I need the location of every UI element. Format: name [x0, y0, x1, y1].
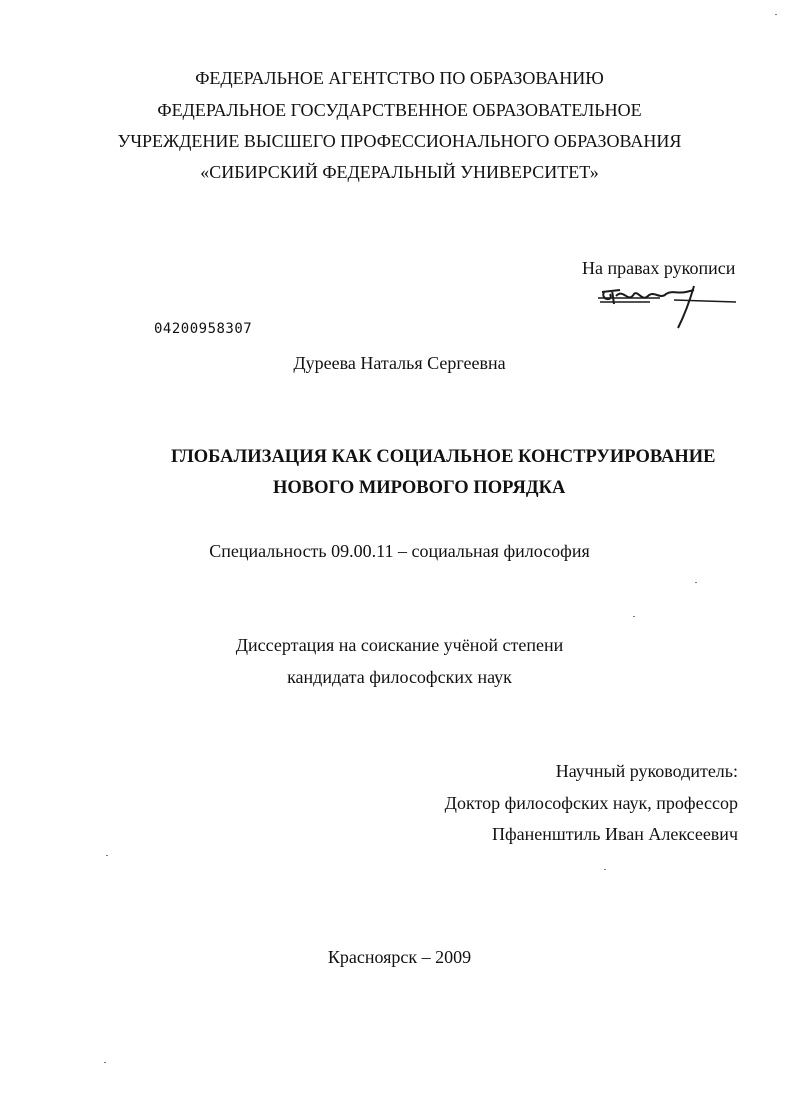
supervisor-label: Научный руководитель: — [555, 761, 738, 781]
header-line-1: ФЕДЕРАЛЬНОЕ АГЕНТСТВО ПО ОБРАЗОВАНИЮ — [195, 68, 604, 88]
header-line-4: «СИБИРСКИЙ ФЕДЕРАЛЬНЫЙ УНИВЕРСИТЕТ» — [200, 162, 599, 182]
city-year: Красноярск – 2009 — [327, 947, 472, 967]
title-line-2: НОВОГО МИРОВОГО ПОРЯДКА — [273, 478, 566, 498]
scan-speck — [106, 855, 108, 856]
scan-speck — [775, 14, 777, 15]
dissertation-line-1: Диссертация на соискание учёной степени — [235, 635, 564, 655]
author-name: Дуреева Наталья Сергеевна — [293, 353, 506, 373]
header-line-2: ФЕДЕРАЛЬНОЕ ГОСУДАРСТВЕННОЕ ОБРАЗОВАТЕЛЬНОЕ — [157, 100, 642, 120]
dissertation-line-2: кандидата философских наук — [287, 667, 512, 687]
header-line-3: УЧРЕЖДЕНИЕ ВЫСШЕГО ПРОФЕССИОНАЛЬНОГО ОБРАЗОВАНИЯ — [117, 131, 682, 151]
supervisor-degree: Доктор философских наук, профессор — [444, 793, 738, 813]
scan-speck — [604, 869, 606, 870]
title-line-1: ГЛОБАЛИЗАЦИЯ КАК СОЦИАЛЬНОЕ КОНСТРУИРОВАНИЕ — [171, 447, 716, 467]
scan-speck — [695, 582, 697, 583]
catalog-number: 04200958307 — [154, 321, 253, 337]
handwritten-signature — [590, 280, 740, 335]
scan-speck — [104, 1062, 106, 1063]
scan-speck — [633, 616, 635, 617]
specialty: Специальность 09.00.11 – социальная философия — [209, 541, 590, 561]
manuscript-note: На правах рукописи — [582, 258, 736, 278]
supervisor-name: Пфаненштиль Иван Алексеевич — [492, 824, 738, 844]
